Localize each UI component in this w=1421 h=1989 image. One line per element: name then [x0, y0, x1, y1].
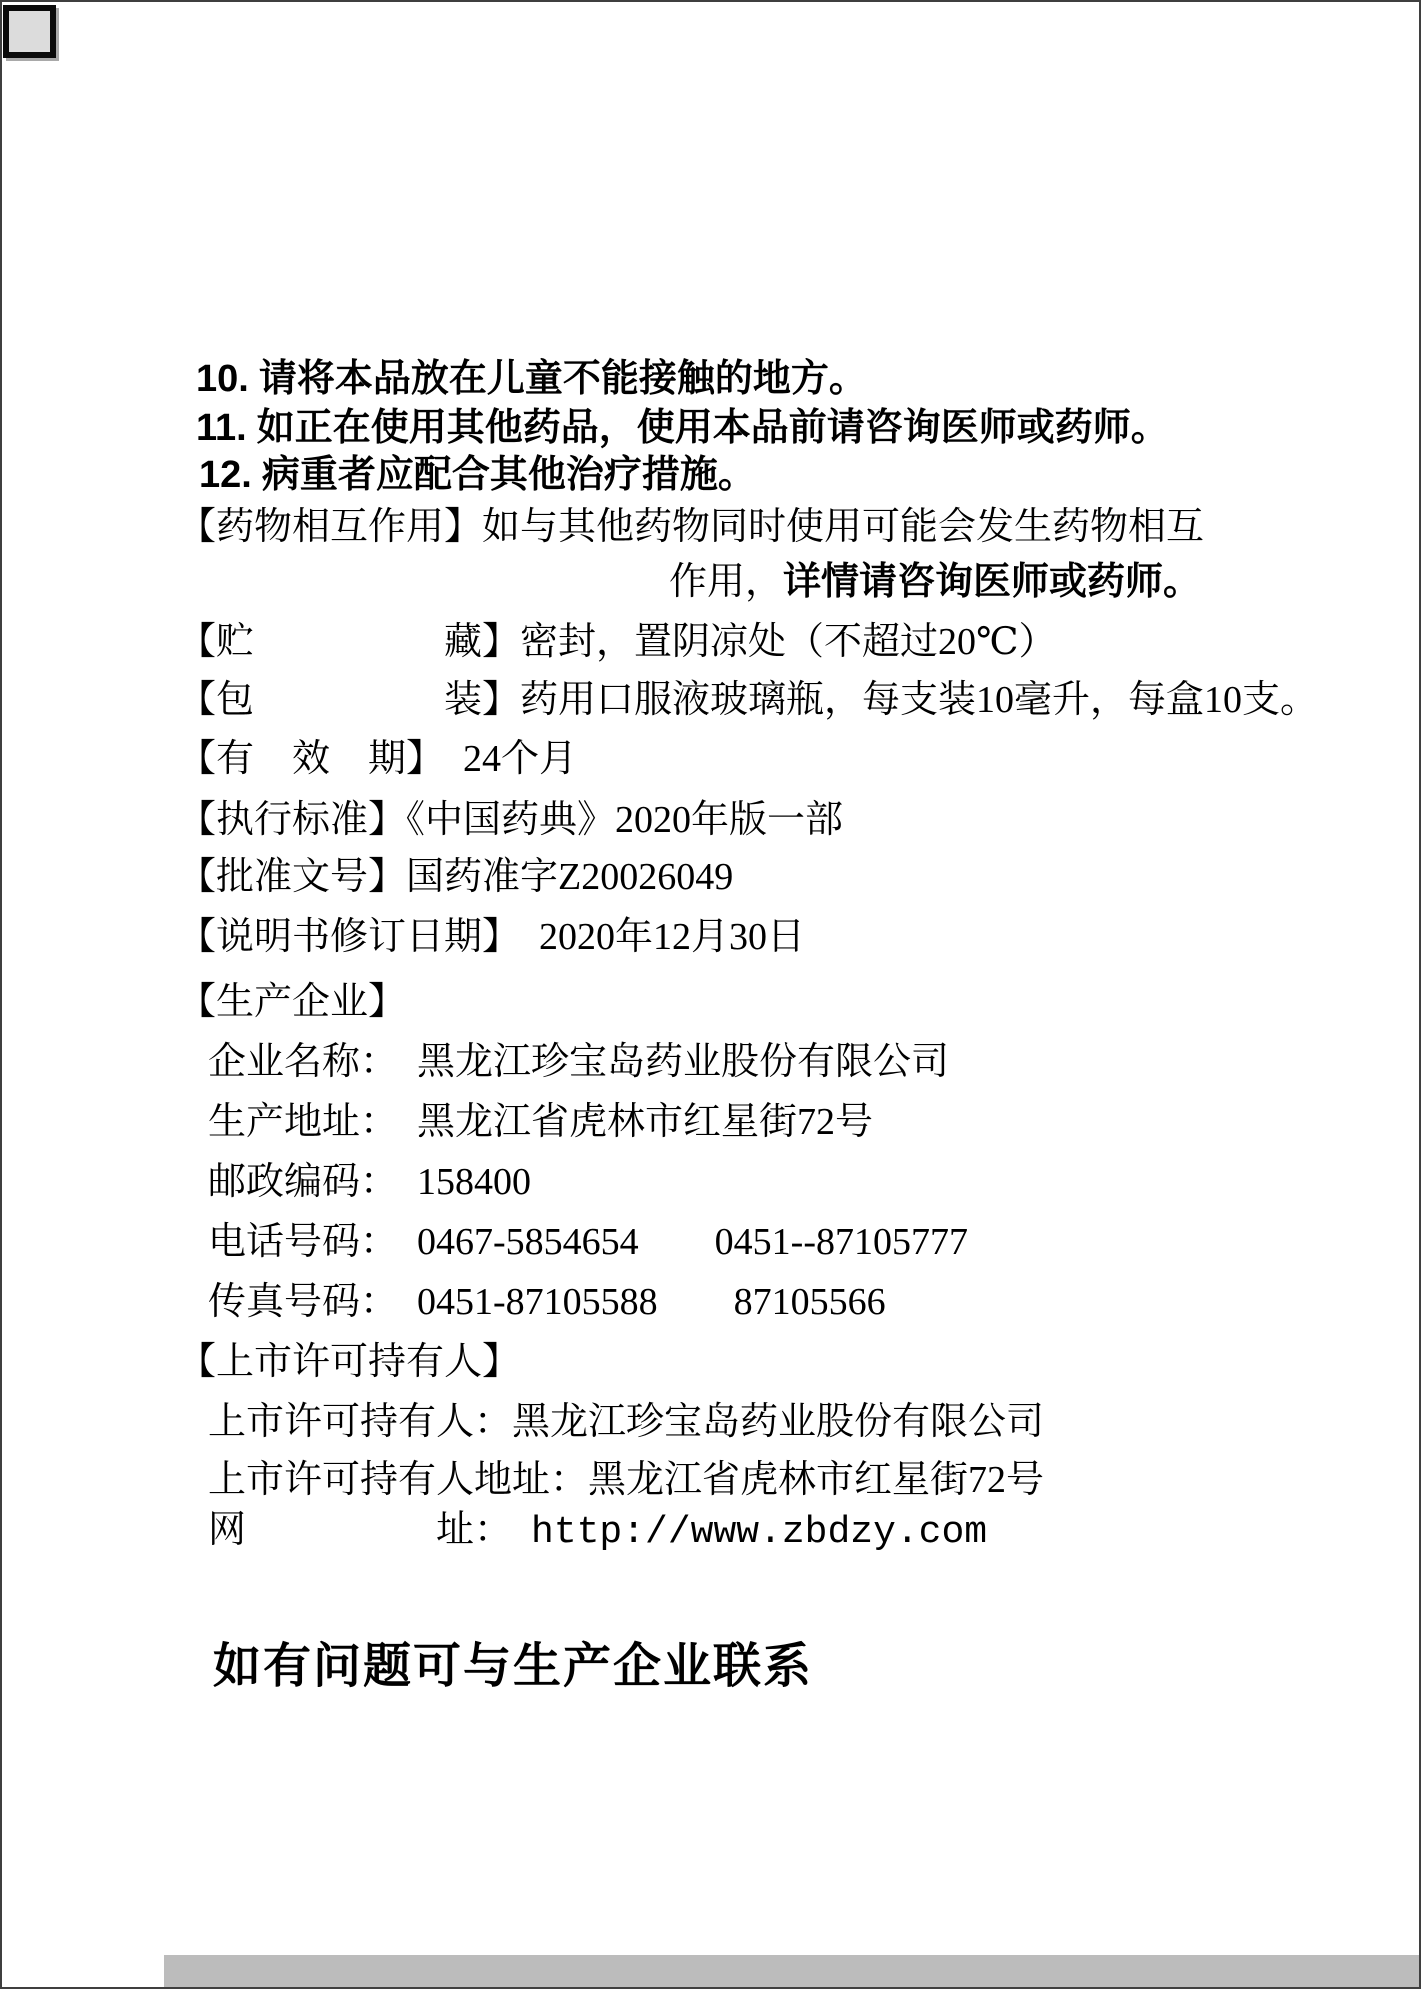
license-holder-name-label: 上市许可持有人：: [208, 1401, 513, 1443]
contact-note: 如有问题可与生产企业联系: [213, 1640, 814, 1693]
drug-interaction-line2: [669, 560, 1201, 604]
standard-value: 《中国药典》2020年版一部: [406, 799, 844, 841]
approval-number-field: [178, 855, 733, 899]
storage-value: 密封，置阴凉处（不超过20℃）: [520, 621, 1057, 663]
fax-row: [208, 1280, 886, 1324]
company-name-value: 黑龙江珍宝岛药业股份有限公司: [379, 1041, 950, 1083]
precaution-text: 请将本品放在儿童不能接触的地方。: [258, 358, 867, 400]
website-label: 网 址：: [208, 1509, 494, 1551]
license-holder-name-row: [208, 1400, 1044, 1444]
license-holder-address-value: 黑龙江省虎林市红星街72号: [588, 1459, 1045, 1501]
approval-number-label: 【批准文号】: [178, 856, 407, 898]
license-holder-header: 【上市许可持有人】: [178, 1341, 521, 1383]
fax-label: 传真号码：: [208, 1281, 380, 1323]
production-address-label: 生产地址：: [208, 1101, 380, 1143]
license-holder-address-label: 上市许可持有人地址：: [208, 1459, 589, 1501]
precaution-number: 12.: [199, 454, 252, 496]
company-name-label: 企业名称：: [208, 1041, 380, 1083]
precaution-number: 10.: [196, 358, 249, 400]
storage-label: 【贮 藏】: [178, 621, 521, 663]
packaging-value: 药用口服液玻璃瓶，每支装10毫升，每盒10支。: [520, 679, 1319, 721]
registration-mark-square: [3, 5, 56, 58]
postcode-row: [208, 1160, 531, 1204]
precaution-text: 如正在使用其他药品，使用本品前请咨询医师或药师。: [256, 407, 1169, 449]
precaution-item: [196, 356, 867, 402]
phone-label: 电话号码：: [208, 1221, 380, 1263]
bottom-gray-bar: [164, 1955, 1419, 1989]
packaging-field: [178, 678, 1318, 722]
license-holder-address-row: [208, 1458, 1044, 1502]
production-address-value: 黑龙江省虎林市红星街72号: [379, 1101, 874, 1143]
storage-field: [178, 620, 1057, 664]
company-name-row: [208, 1040, 949, 1084]
packaging-label: 【包 装】: [178, 679, 521, 721]
license-holder-name-value: 黑龙江珍宝岛药业股份有限公司: [512, 1401, 1045, 1443]
precaution-item: [196, 405, 1169, 451]
drug-interaction-line2-emphasis: 详情请咨询医师或药师。: [783, 561, 1202, 603]
validity-field: [178, 737, 577, 781]
production-address-row: [208, 1100, 873, 1144]
precaution-item: [199, 452, 756, 498]
phone-value: 0467-5854654 0451--87105777: [379, 1221, 968, 1263]
standard-field: [178, 798, 843, 842]
phone-row: [208, 1220, 968, 1264]
fax-value: 0451-87105588 87105566: [379, 1281, 886, 1323]
precaution-text: 病重者应配合其他治疗措施。: [261, 454, 756, 496]
manufacturer-header: 【生产企业】: [178, 981, 407, 1023]
website-url: http://www.zbdzy.com: [493, 1511, 988, 1554]
validity-label: 【有 效 期】: [178, 738, 426, 780]
postcode-label: 邮政编码：: [208, 1161, 380, 1203]
standard-label: 【执行标准】: [178, 799, 407, 841]
revision-date-field: [178, 915, 805, 959]
postcode-value: 158400: [379, 1161, 532, 1203]
revision-date-value: 2020年12月30日: [501, 916, 806, 958]
approval-number-value: 国药准字Z20026049: [406, 856, 734, 898]
drug-interaction-line1: 【药物相互作用】如与其他药物同时使用可能会发生药物相互: [178, 506, 1205, 548]
website-row: [208, 1508, 987, 1555]
revision-date-label: 【说明书修订日期】: [178, 916, 502, 958]
precaution-number: 11.: [196, 407, 247, 449]
drug-interaction-line2-regular: 作用，: [669, 561, 784, 603]
validity-value: 24个月: [425, 738, 578, 780]
